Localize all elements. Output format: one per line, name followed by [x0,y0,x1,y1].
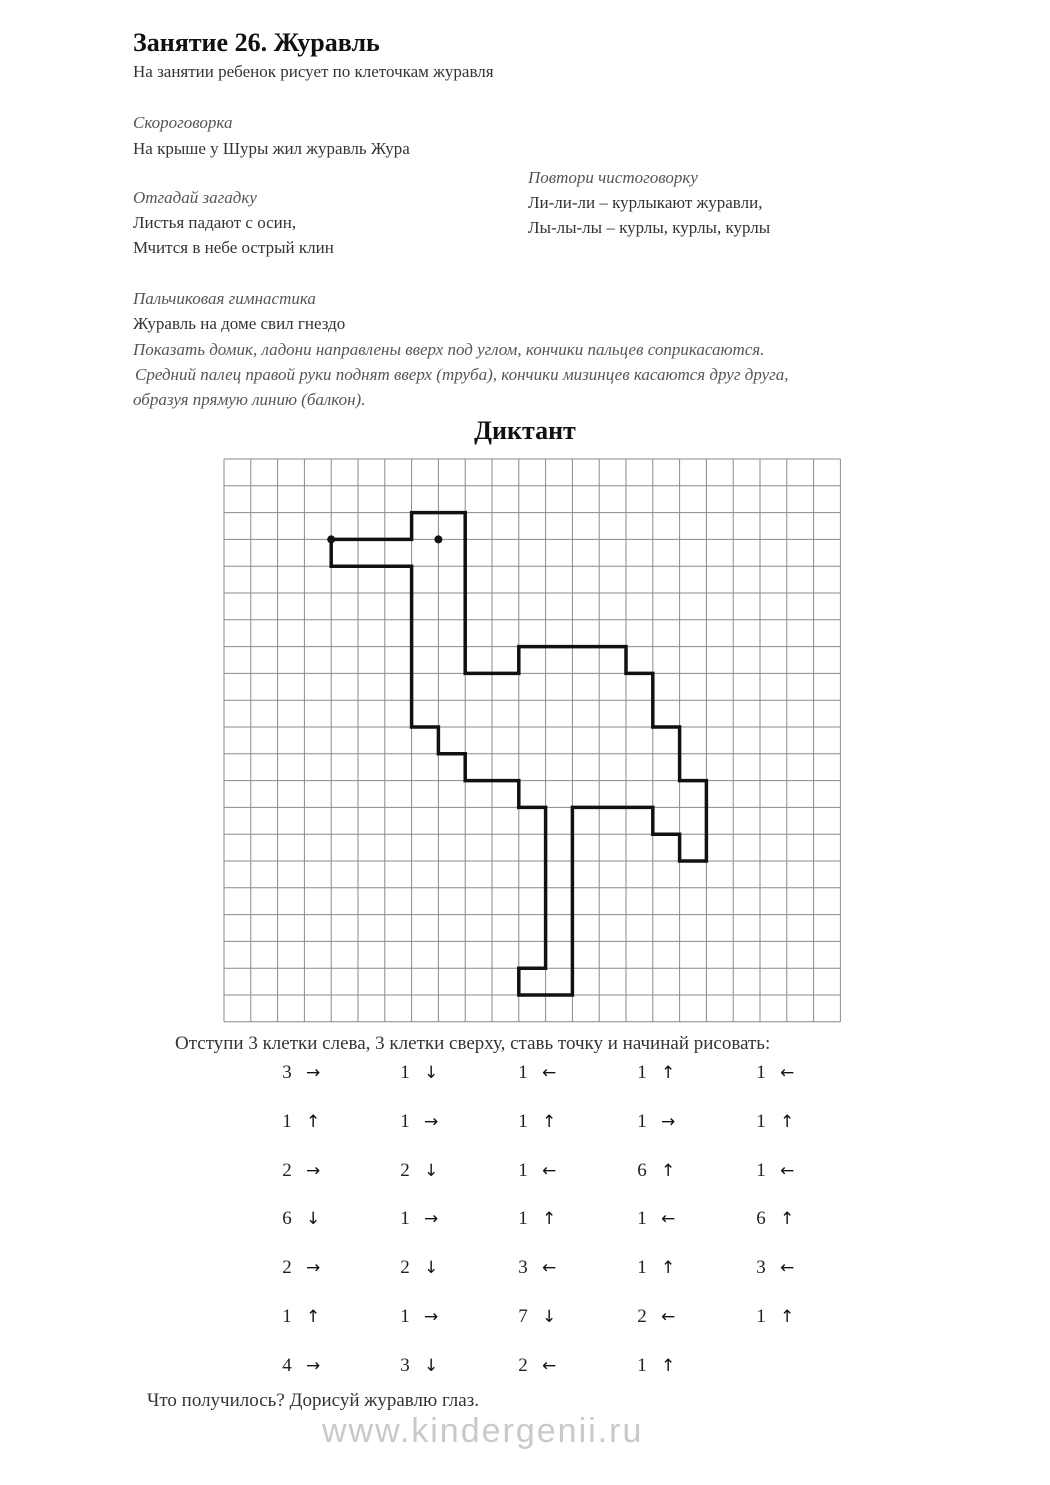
dictation-heading: Диктант [474,416,576,445]
arrow-up-icon: ↑ [661,1161,676,1181]
dictation-step [506,1204,586,1234]
finger-gym-instruction: Показать домик, ладони направлены вверх под углом, кончики пальцев соприкасаются. [133,340,765,359]
dictation-step [625,1253,705,1283]
arrow-right-icon: → [306,1063,321,1083]
arrow-right-icon: → [424,1307,439,1327]
arrow-left-icon: ← [780,1063,795,1083]
dictation-step [388,1302,468,1332]
dictation-step [388,1204,468,1234]
riddle-line: Листья падают с осин, [133,213,297,232]
step-count: 1 [756,1306,766,1327]
step-count: 1 [400,1062,410,1083]
step-count: 1 [518,1062,528,1083]
arrow-up-icon: ↑ [780,1112,795,1132]
arrow-down-icon: ↓ [424,1161,439,1181]
dictation-step [388,1107,468,1137]
dictation-row [270,1302,830,1332]
dictation-step [270,1156,350,1186]
site-watermark: www.kindergenii.ru [322,1412,644,1450]
step-count: 4 [282,1355,292,1376]
arrow-right-icon: → [424,1209,439,1229]
step-count: 1 [756,1062,766,1083]
grid-lines [224,459,840,1022]
arrow-down-icon: ↓ [306,1209,321,1229]
pure-phrase-line: Ли-ли-ли – курлыкают журавли, [528,193,763,212]
dictation-step [506,1107,586,1137]
page-subtitle: На занятии ребенок рисует по клеточкам журавля [133,62,494,81]
arrow-up-icon: ↑ [306,1307,321,1327]
page-title: Занятие 26. Журавль [133,28,380,57]
riddle-line: Мчится в небе острый клин [133,238,334,257]
arrow-left-icon: ← [780,1258,795,1278]
step-count: 1 [756,1160,766,1181]
step-count: 1 [637,1257,647,1278]
arrow-up-icon: ↑ [780,1209,795,1229]
arrow-left-icon: ← [661,1307,676,1327]
arrow-down-icon: ↓ [424,1063,439,1083]
crane-eye [434,535,442,543]
dictation-instruction: Отступи 3 клетки слева, 3 клетки сверху, ставь точку и начинай рисовать: [175,1033,771,1054]
arrow-up-icon: ↑ [780,1307,795,1327]
step-count: 1 [637,1062,647,1083]
arrow-left-icon: ← [542,1063,557,1083]
arrow-up-icon: ↑ [661,1063,676,1083]
step-count: 1 [282,1306,292,1327]
arrow-left-icon: ← [780,1161,795,1181]
arrow-left-icon: ← [542,1258,557,1278]
arrow-up-icon: ↑ [661,1356,676,1376]
dictation-row [270,1351,830,1381]
pure-phrase-heading: Повтори чистоговорку [528,168,698,187]
step-count: 1 [400,1306,410,1327]
dictation-step [625,1204,705,1234]
arrow-up-icon: ↑ [661,1258,676,1278]
step-count: 1 [637,1355,647,1376]
dictation-step [270,1107,350,1137]
step-count: 3 [400,1355,410,1376]
dictation-step [506,1058,586,1088]
step-count: 1 [400,1111,410,1132]
step-count: 6 [756,1208,766,1229]
dictation-row [270,1204,830,1234]
arrow-down-icon: ↓ [424,1258,439,1278]
step-count: 1 [400,1208,410,1229]
step-count: 1 [756,1111,766,1132]
tongue-twister-text: На крыше у Шуры жил журавль Жура [133,139,410,158]
dictation-step [506,1156,586,1186]
dictation-step [270,1058,350,1088]
dictation-step [744,1107,824,1137]
finger-gym-text: Журавль на доме свил гнездо [133,314,346,333]
arrow-right-icon: → [661,1112,676,1132]
step-count: 7 [518,1306,528,1327]
step-count: 2 [282,1160,292,1181]
step-count: 1 [282,1111,292,1132]
step-count: 6 [637,1160,647,1181]
step-count: 2 [400,1160,410,1181]
step-count: 3 [282,1062,292,1083]
finger-gym-instruction: образуя прямую линию (балкон). [133,390,366,409]
step-count: 1 [518,1160,528,1181]
finger-gym-instruction: Средний палец правой руки поднят вверх (труба), кончики мизинцев касаются друг друга, [135,365,789,384]
dictation-step [625,1107,705,1137]
dictation-step [744,1204,824,1234]
riddle-heading: Отгадай загадку [133,188,257,207]
dictation-row [270,1107,830,1137]
step-count: 2 [282,1257,292,1278]
dictation-step [625,1351,705,1381]
start-point [327,535,335,543]
step-count: 1 [637,1208,647,1229]
dictation-step [388,1351,468,1381]
arrow-right-icon: → [306,1356,321,1376]
dictation-step [625,1302,705,1332]
finger-gym-heading: Пальчиковая гимнастика [133,289,316,308]
dictation-step [744,1253,824,1283]
arrow-left-icon: ← [542,1356,557,1376]
dictation-step [506,1253,586,1283]
tongue-twister-heading: Скороговорка [133,113,233,132]
pure-phrase-line: Лы-лы-лы – курлы, курлы, курлы [528,218,771,237]
arrow-right-icon: → [306,1258,321,1278]
dictation-step [744,1156,824,1186]
arrow-up-icon: ↑ [542,1112,557,1132]
dictation-row [270,1058,830,1088]
step-count: 1 [518,1111,528,1132]
dictation-step [625,1058,705,1088]
step-count: 2 [518,1355,528,1376]
arrow-left-icon: ← [661,1209,676,1229]
dictation-step [506,1351,586,1381]
dictation-step [270,1351,350,1381]
step-count: 3 [756,1257,766,1278]
dictation-step [388,1253,468,1283]
dictation-step [270,1204,350,1234]
dictation-row [270,1253,830,1283]
arrow-down-icon: ↓ [424,1356,439,1376]
arrow-right-icon: → [306,1161,321,1181]
dictation-step [744,1058,824,1088]
dictation-step [388,1156,468,1186]
dictation-step [625,1156,705,1186]
dictation-step [506,1302,586,1332]
arrow-up-icon: ↑ [306,1112,321,1132]
arrow-right-icon: → [424,1112,439,1132]
arrow-left-icon: ← [542,1161,557,1181]
step-count: 1 [637,1111,647,1132]
arrow-up-icon: ↑ [542,1209,557,1229]
step-count: 3 [518,1257,528,1278]
footer-question: Что получилось? Дорисуй журавлю глаз. [147,1390,479,1411]
dictation-row [270,1156,830,1186]
dictation-step [744,1302,824,1332]
dictation-step [270,1253,350,1283]
step-count: 2 [400,1257,410,1278]
step-count: 6 [282,1208,292,1229]
dictation-step [270,1302,350,1332]
step-count: 2 [637,1306,647,1327]
dictation-step [388,1058,468,1088]
arrow-down-icon: ↓ [542,1307,557,1327]
step-count: 1 [518,1208,528,1229]
